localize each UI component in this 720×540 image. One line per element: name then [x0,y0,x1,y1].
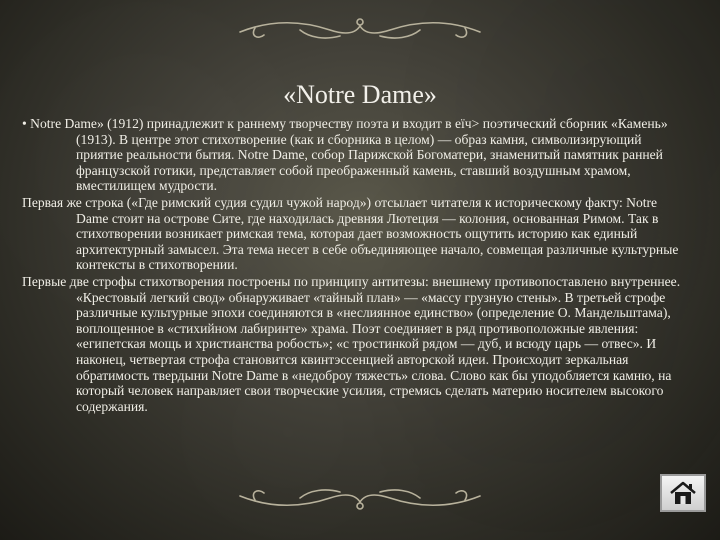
slide-body [22,116,690,415]
paragraph-1: • Notre Dame» (1912) принадлежит к раннему творчеству поэта и входит в еïч> поэтический сборник «Камень» (1913). В центре этот стихотворение (как и сборника в целом) — образ камня, символизирующий приятие реальности бытия. Notre Dame, собор Парижской Богоматери, знаменитый памятник ранней французской готики, представляет собой преображенный камень, ставший воздушным храмом, вместилищем мудрости. [22,116,668,194]
bottom-ornament [0,482,720,518]
home-icon [668,480,698,506]
home-button[interactable] [660,474,706,512]
paragraph-2: Первая же строка («Где римский судия судил чужой народ») отсылает читателя к историческому факту: Notre Dame стоит на острове Сите, где находилась древняя Лютеция — колония, основанная Римом. Так в стихотворении возникает римская тема, которая дает возможность ощутить историю как единый архитектурный замысел. Эта тема несет в себе объединяющее начало, совмещая различные культурные контексты в стихотворении. [22,194,679,273]
paragraph-3: Первые две строфы стихотворения построены по принципу антитезы: внешнему противопоставлено внутреннее. «Крестовый легкий свод» обнаруживает «тайный план» — «массу грузную стены». В третьей строфе различные культурные эпохи соединяются в «неслиянное единство» (определение О. Мандельштама), воплощенное в «стихийном лабиринте» храма. Поэт соединяет в ряд противоположные явления: «египетская мощь и христианства робость»; «с тростинкой рядом — дуб, и всюду царь — отвес». И наконец, четвертая строфа становится квинтэссенцией авторской идеи. Происходит зеркальная обратимость твердыни Notre Dame в «недоброу тяжесть» слова. Слово как бы уподобляется камню, на который человек направляет свои творческие усилия, стремясь сделать материю носителем высокого содержания. [22,273,681,414]
top-ornament [0,10,720,50]
slide-title: «Notre Dame» [283,80,437,109]
